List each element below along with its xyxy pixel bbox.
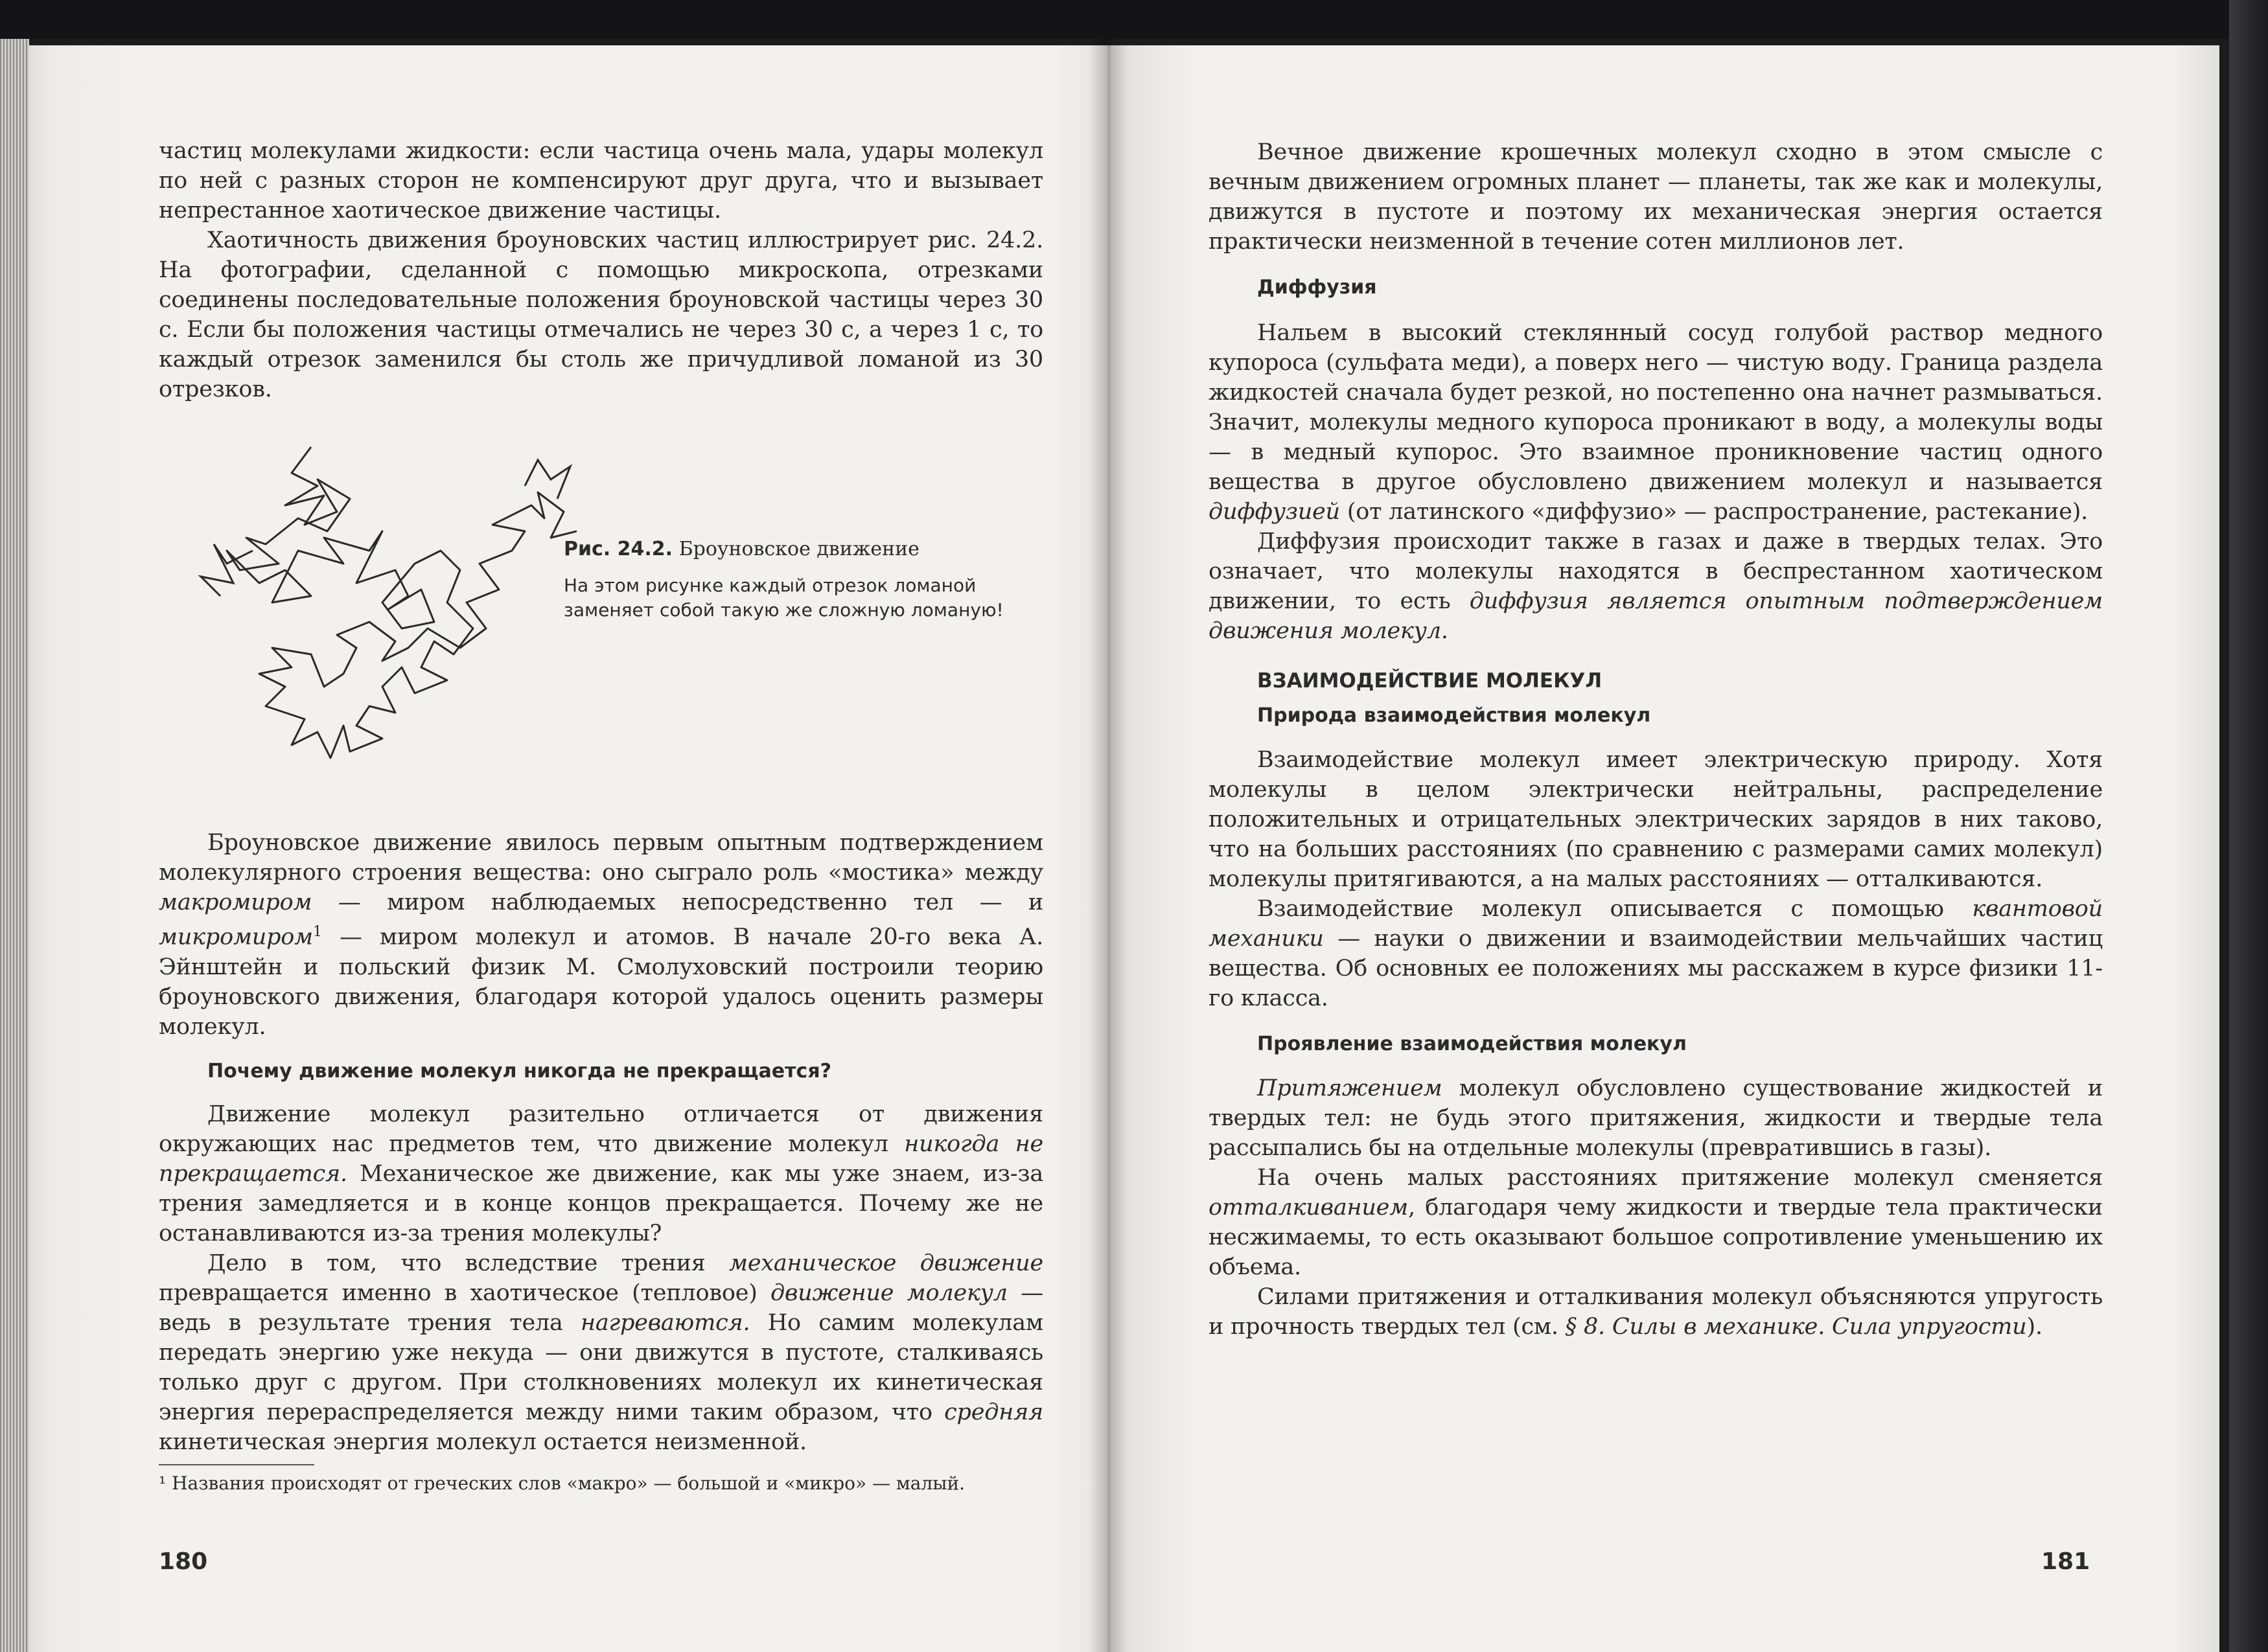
paragraph: Силами притяжения и отталкивания молекул объясняются упругость и прочность твердых тел (см. § 8. Силы в механике. Сила упругости).: [1209, 1284, 2103, 1340]
paragraph: Движение молекул разительно отличается от движения окружающих нас предметов тем, что движение молекул никогда не прекращается. Механическое же движение, как мы уже знаем, из-за трения замедляется и в конце концов прекращается. Почему же не останавливаются из-за трения молекулы?: [159, 1101, 1044, 1246]
section-heading: Почему движение молекул никогда не прекращается?: [207, 1059, 831, 1083]
book-gutter: [1089, 39, 1128, 1652]
footnote: ¹ Названия происходят от греческих слов «макро» — большой и «микро» — малый.: [159, 1473, 966, 1494]
right-page: [1108, 45, 2219, 1652]
background-right: [2229, 0, 2268, 1652]
figure-label: Рис. 24.2.: [564, 538, 673, 560]
paragraph: Вечное движение крошечных молекул сходно в этом смысле с вечным движением огромных планет — планеты, так же как и молекулы, движутся в пустоте и поэтому их механическая энергия остается практически неизменной в течение сотен миллионов лет.: [1209, 139, 2103, 255]
footnote-block: [159, 1471, 1043, 1497]
page-number: 180: [159, 1548, 208, 1575]
paragraph: Взаимодействие молекул описывается с помощью квантовой механики — науки о движении и взаимодействии мельчайших частиц вещества. Об основных ее положениях мы расскажем в курсе физики 11-го класса.: [1209, 896, 2103, 1011]
paragraph: Дело в том, что вследствие трения механическое движение превращается именно в хаотическое (тепловое) движение молекул — ведь в результате трения тела нагреваются. Но самим молекулам передать энергию уже некуда — они движутся в пустоте, сталкиваясь только друг с другом. При столкновениях молекул их кинетическая энергия перераспределяется между ними таким образом, что средняя кинетическая энергия молекул остается неизменной.: [159, 1250, 1043, 1455]
paragraph: На очень малых расстояниях притяжение молекул сменяется отталкиванием, благодаря чему жидкости и твердые тела практически несжимаемы, то есть оказывают большое сопротивление уменьшению их объема.: [1209, 1165, 2103, 1280]
subsection-heading: Проявление взаимодействия молекул: [1257, 1033, 1687, 1055]
paragraph: Диффузия происходит также в газах и даже в твердых телах. Это означает, что молекулы находятся в беспрестанном хаотическом движении, то есть диффузия является опытным подтверждением движения молекул.: [1209, 529, 2103, 644]
left-page: [13, 45, 1108, 1652]
page-number: 181: [2041, 1548, 2090, 1575]
paragraph: Притяжением молекул обусловлено существование жидкостей и твердых тел: не будь этого притяжения, жидкости и твердые тела рассыпались бы на отдельные молекулы (превратившись в газы).: [1209, 1075, 2103, 1161]
paragraph: частиц молекулами жидкости: если частица очень мала, удары молекул по ней с разных сторон не компенсируют друг друга, что и вызывает непрестанное хаотическое движение частицы.: [159, 138, 1043, 224]
paragraph: Броуновское движение явилось первым опытным подтверждением молекулярного строения вещества: оно сыграло роль «мостика» между макромиром — миром наблюдаемых непосредственно тел — и микромиром$^1$ — миром молекул и атомов. В начале 20-го века А. Эйнштейн и польский физик М. Смолуховский построили теорию броуновского движения, благодаря которой удалось оценить размеры молекул.: [159, 830, 1043, 1040]
subsection-heading: Природа взаимодействия молекул: [1257, 704, 1651, 727]
page-edges: [0, 39, 29, 1652]
right-column: [1209, 137, 2103, 1342]
brownian-motion-figure: [188, 434, 577, 771]
figure-caption: [564, 538, 1043, 623]
left-column-top: [159, 136, 1043, 404]
paragraph: Нальем в высокий стеклянный сосуд голубой раствор медного купороса (сульфата меди), а поверх него — чистую воду. Граница раздела жидкостей сначала будет резкой, но постепенно она начнет размываться. Значит, молекулы медного купороса проникают в воду, а молекулы воды — в медный купорос. Это взаимное проникновение частиц одного вещества в другое обусловлено движением молекул и называется диффузией (от латинского «диффузио» — распространение, растекание).: [1209, 320, 2103, 525]
figure-title: Броуновское движение: [678, 538, 920, 560]
paragraph: Взаимодействие молекул имеет электрическую природу. Хотя молекулы в целом электрически нейтральны, распределение положительных и отрицательных электрических зарядов в них таково, что на больших расстояниях (по сравнению с размерами самих молекул) молекулы притягиваются, а на малых расстояниях — отталкиваются.: [1209, 747, 2103, 892]
background-top: [0, 0, 2268, 39]
paragraph: Хаотичность движения броуновских частиц иллюстрирует рис. 24.2. На фотографии, сделанной с помощью микроскопа, отрезками соединены последовательные положения броуновской частицы через 30 с. Если бы положения частицы отмечались не через 30 с, а через 1 с, то каждый отрезок заменился бы столь же причудливой ломаной из 30 отрезков.: [159, 227, 1043, 402]
section-heading: Диффузия: [1257, 276, 1377, 299]
section-heading: ВЗАИМОДЕЙСТВИЕ МОЛЕКУЛ: [1257, 669, 1603, 693]
left-column-bottom: [159, 828, 1043, 1457]
footnote-rule: [159, 1464, 314, 1465]
figure-text: На этом рисунке каждый отрезок ломаной заменяет собой такую же сложную ломаную!: [564, 575, 1004, 621]
